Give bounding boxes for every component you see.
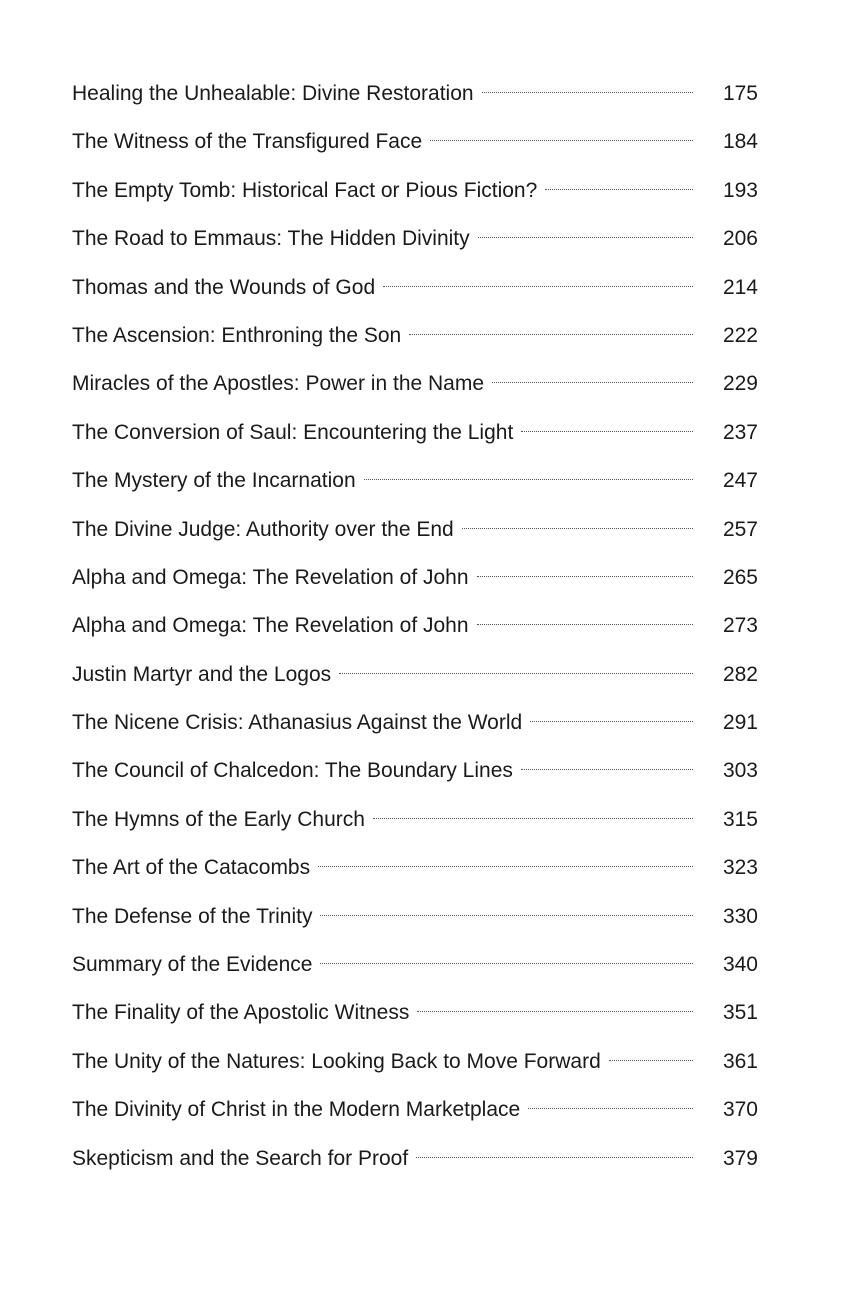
dot-leader bbox=[416, 1157, 693, 1158]
dot-leader bbox=[545, 189, 693, 190]
toc-entry-title: The Nicene Crisis: Athanasius Against the World bbox=[72, 711, 523, 735]
dot-leader bbox=[383, 286, 693, 287]
toc-entry[interactable] bbox=[72, 699, 758, 747]
toc-entry[interactable] bbox=[72, 796, 758, 844]
toc-entry-title: The Witness of the Transfigured Face bbox=[72, 130, 423, 154]
toc-entry[interactable] bbox=[72, 844, 758, 892]
toc-entry-page: 282 bbox=[722, 662, 758, 686]
toc-entry-page: 237 bbox=[722, 420, 758, 444]
dot-leader bbox=[430, 140, 693, 141]
toc-entry[interactable] bbox=[72, 409, 758, 457]
dot-leader bbox=[320, 915, 693, 916]
toc-entry-title: Healing the Unhealable: Divine Restoration bbox=[72, 82, 474, 105]
toc-entry-page: 175 bbox=[722, 82, 758, 105]
toc-entry[interactable] bbox=[72, 360, 758, 408]
toc-entry-page: 379 bbox=[722, 1146, 758, 1170]
toc-entry[interactable] bbox=[72, 264, 758, 312]
toc-entry-title: The Hymns of the Early Church bbox=[72, 807, 365, 831]
toc-entry[interactable] bbox=[72, 1038, 758, 1086]
dot-leader bbox=[320, 963, 693, 964]
dot-leader bbox=[462, 528, 693, 529]
toc-entry-title: The Art of the Catacombs bbox=[72, 856, 311, 880]
toc-entry-page: 222 bbox=[722, 323, 758, 347]
toc-entry[interactable] bbox=[72, 70, 758, 118]
toc-entry-page: 315 bbox=[722, 807, 758, 831]
toc-entry-page: 206 bbox=[722, 227, 758, 251]
toc-entry-title: The Empty Tomb: Historical Fact or Pious Fiction? bbox=[72, 178, 538, 202]
dot-leader bbox=[417, 1011, 693, 1012]
dot-leader bbox=[339, 673, 693, 674]
dot-leader bbox=[521, 769, 693, 770]
toc-entry-title: Miracles of the Apostles: Power in the Name bbox=[72, 372, 485, 396]
toc-entry-title: Thomas and the Wounds of God bbox=[72, 275, 376, 299]
dot-leader bbox=[318, 866, 693, 867]
toc-entry[interactable] bbox=[72, 312, 758, 360]
toc-entry-title: Summary of the Evidence bbox=[72, 953, 313, 977]
toc-entry-page: 265 bbox=[722, 565, 758, 589]
toc-entry-page: 247 bbox=[722, 469, 758, 493]
dot-leader bbox=[521, 431, 693, 432]
toc-entry[interactable] bbox=[72, 554, 758, 602]
toc-entry-title: The Defense of the Trinity bbox=[72, 904, 313, 928]
dot-leader bbox=[477, 576, 693, 577]
toc-entry-title: The Mystery of the Incarnation bbox=[72, 469, 356, 493]
toc-entry-title: The Conversion of Saul: Encountering the Light bbox=[72, 420, 514, 444]
toc-entry-page: 330 bbox=[722, 904, 758, 928]
toc-entry[interactable] bbox=[72, 506, 758, 554]
toc-entry-title: The Divinity of Christ in the Modern Marketplace bbox=[72, 1098, 521, 1122]
toc-entry[interactable] bbox=[72, 167, 758, 215]
toc-entry-title: The Road to Emmaus: The Hidden Divinity bbox=[72, 227, 470, 251]
toc-entry-page: 351 bbox=[722, 1001, 758, 1025]
toc-entry-page: 323 bbox=[722, 856, 758, 880]
dot-leader bbox=[478, 237, 693, 238]
toc-entry-page: 361 bbox=[722, 1049, 758, 1073]
toc-entry-page: 193 bbox=[722, 178, 758, 202]
toc-entry-title: Alpha and Omega: The Revelation of John bbox=[72, 614, 469, 638]
toc-entry[interactable] bbox=[72, 1086, 758, 1134]
toc-entry-page: 229 bbox=[722, 372, 758, 396]
toc-entry[interactable] bbox=[72, 941, 758, 989]
toc-entry[interactable] bbox=[72, 215, 758, 263]
dot-leader bbox=[477, 624, 693, 625]
toc-entry[interactable] bbox=[72, 118, 758, 166]
dot-leader bbox=[373, 818, 693, 819]
toc-entry[interactable] bbox=[72, 893, 758, 941]
toc-entry-page: 291 bbox=[722, 711, 758, 735]
toc-entry-page: 214 bbox=[722, 275, 758, 299]
dot-leader bbox=[492, 382, 693, 383]
toc-entry-title: The Finality of the Apostolic Witness bbox=[72, 1001, 410, 1025]
dot-leader bbox=[409, 334, 693, 335]
dot-leader bbox=[482, 92, 693, 93]
dot-leader bbox=[530, 721, 693, 722]
toc-entry-title: Alpha and Omega: The Revelation of John bbox=[72, 565, 469, 589]
dot-leader bbox=[609, 1060, 693, 1061]
toc-entry[interactable] bbox=[72, 989, 758, 1037]
toc-entry[interactable] bbox=[72, 747, 758, 795]
toc-entry[interactable] bbox=[72, 457, 758, 505]
toc-entry-page: 184 bbox=[722, 130, 758, 154]
dot-leader bbox=[528, 1108, 693, 1109]
toc-entry-page: 370 bbox=[722, 1098, 758, 1122]
dot-leader bbox=[364, 479, 693, 480]
toc-entry[interactable] bbox=[72, 1135, 758, 1183]
table-of-contents bbox=[72, 70, 758, 1183]
toc-entry-title: Justin Martyr and the Logos bbox=[72, 662, 332, 686]
toc-entry[interactable] bbox=[72, 602, 758, 650]
toc-entry[interactable] bbox=[72, 651, 758, 699]
toc-entry-title: The Ascension: Enthroning the Son bbox=[72, 323, 402, 347]
toc-entry-page: 340 bbox=[722, 953, 758, 977]
toc-entry-page: 257 bbox=[722, 517, 758, 541]
toc-entry-page: 273 bbox=[722, 614, 758, 638]
toc-entry-page: 303 bbox=[722, 759, 758, 783]
toc-entry-title: Skepticism and the Search for Proof bbox=[72, 1146, 409, 1170]
toc-entry-title: The Unity of the Natures: Looking Back to Move Forward bbox=[72, 1049, 601, 1073]
toc-entry-title: The Divine Judge: Authority over the End bbox=[72, 517, 454, 541]
toc-entry-title: The Council of Chalcedon: The Boundary Lines bbox=[72, 759, 513, 783]
